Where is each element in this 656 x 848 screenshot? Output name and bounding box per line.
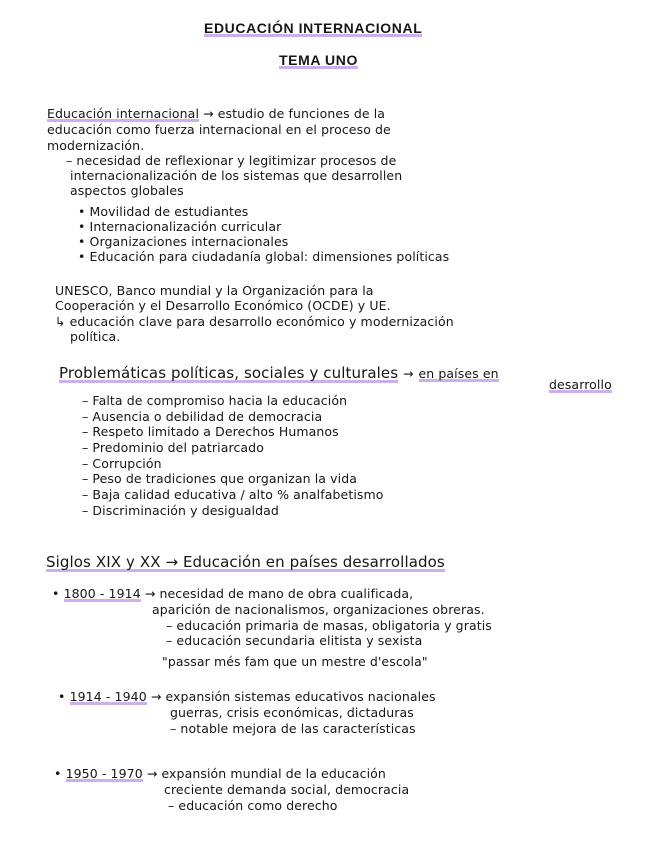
period-line: creciente demanda social, democracia [164, 782, 410, 797]
period-years: 1914 - 1940 [69, 689, 147, 704]
period-text: expansión sistemas educativos nacionales [165, 689, 436, 704]
list-item: • Internacionalización curricular [78, 219, 282, 234]
period-line: – educación primaria de masas, obligatoria y gratis [166, 618, 492, 633]
organizations-line-3: ↳ educación clave para desarrollo económico y modernización [55, 314, 454, 329]
intro-need-1: – necesidad de reflexionar y legitimizar procesos de [66, 153, 397, 168]
period-line: aparición de nacionalismos, organizaciones obreras. [152, 602, 485, 617]
list-item: – Ausencia o debilidad de democracia [82, 409, 323, 424]
period-text: necesidad de mano de obra cualificada, [159, 586, 414, 601]
list-item: – Baja calidad educativa / alto % analfabetismo [82, 487, 384, 502]
arrow-icon: → [144, 586, 156, 601]
list-item: – Peso de tradiciones que organizan la vida [82, 471, 358, 486]
period-years: 1950 - 1970 [65, 766, 143, 781]
bullet: • [52, 586, 60, 601]
period-1914-1940 [58, 689, 436, 704]
arrow-icon: → [403, 366, 414, 381]
list-item: – Discriminación y desigualdad [82, 503, 279, 518]
list-item: • Educación para ciudadanía global: dimensiones políticas [78, 249, 450, 264]
period-text: expansión mundial de la educación [161, 766, 386, 781]
centuries-heading-text: Siglos XIX y XX → Educación en países desarrollados [46, 553, 445, 571]
problems-context: en países en [418, 366, 499, 381]
period-line: – educación secundaria elitista y sexista [166, 633, 423, 648]
bullet: • [54, 766, 62, 781]
period-quote: "passar més fam que un mestre d'escola" [162, 654, 428, 669]
centuries-heading [46, 553, 445, 571]
organizations-line-1: UNESCO, Banco mundial y la Organización para la [55, 283, 374, 298]
intro-line-1 [47, 106, 385, 121]
problems-heading-line [59, 364, 499, 383]
intro-term: Educación internacional [47, 106, 200, 121]
organizations-line-2: Cooperación y el Desarrollo Económico (OCDE) y UE. [55, 298, 391, 313]
intro-definition: estudio de funciones de la [217, 106, 386, 121]
list-item: – Predominio del patriarcado [82, 440, 264, 455]
period-1950-1970 [54, 766, 386, 781]
intro-need-3: aspectos globales [70, 183, 184, 198]
period-line: guerras, crisis económicas, dictaduras [170, 705, 414, 720]
list-item: • Movilidad de estudiantes [78, 204, 249, 219]
problems-heading: Problemáticas políticas, sociales y culturales [59, 364, 399, 382]
problems-context-2: desarrollo [549, 377, 612, 392]
period-line: – educación como derecho [168, 798, 338, 813]
arrow-icon: → [146, 766, 158, 781]
intro-line-3: modernización. [47, 138, 145, 153]
bullet: • [58, 689, 66, 704]
list-item: – Corrupción [82, 456, 162, 471]
page-subtitle: TEMA UNO [279, 52, 358, 68]
list-item: – Falta de compromiso hacia la educación [82, 393, 348, 408]
period-line: – notable mejora de las características [170, 721, 416, 736]
organizations-line-4: política. [70, 329, 121, 344]
page-title: EDUCACIÓN INTERNACIONAL [204, 20, 423, 36]
list-item: – Respeto limitado a Derechos Humanos [82, 424, 339, 439]
list-item: • Organizaciones internacionales [78, 234, 289, 249]
arrow-icon: → [203, 106, 214, 121]
intro-need-2: internacionalización de los sistemas que desarrollen [70, 168, 403, 183]
intro-line-2: educación como fuerza internacional en el proceso de [47, 122, 391, 137]
period-years: 1800 - 1914 [63, 586, 141, 601]
arrow-icon: → [150, 689, 162, 704]
period-1800-1914 [52, 586, 413, 601]
